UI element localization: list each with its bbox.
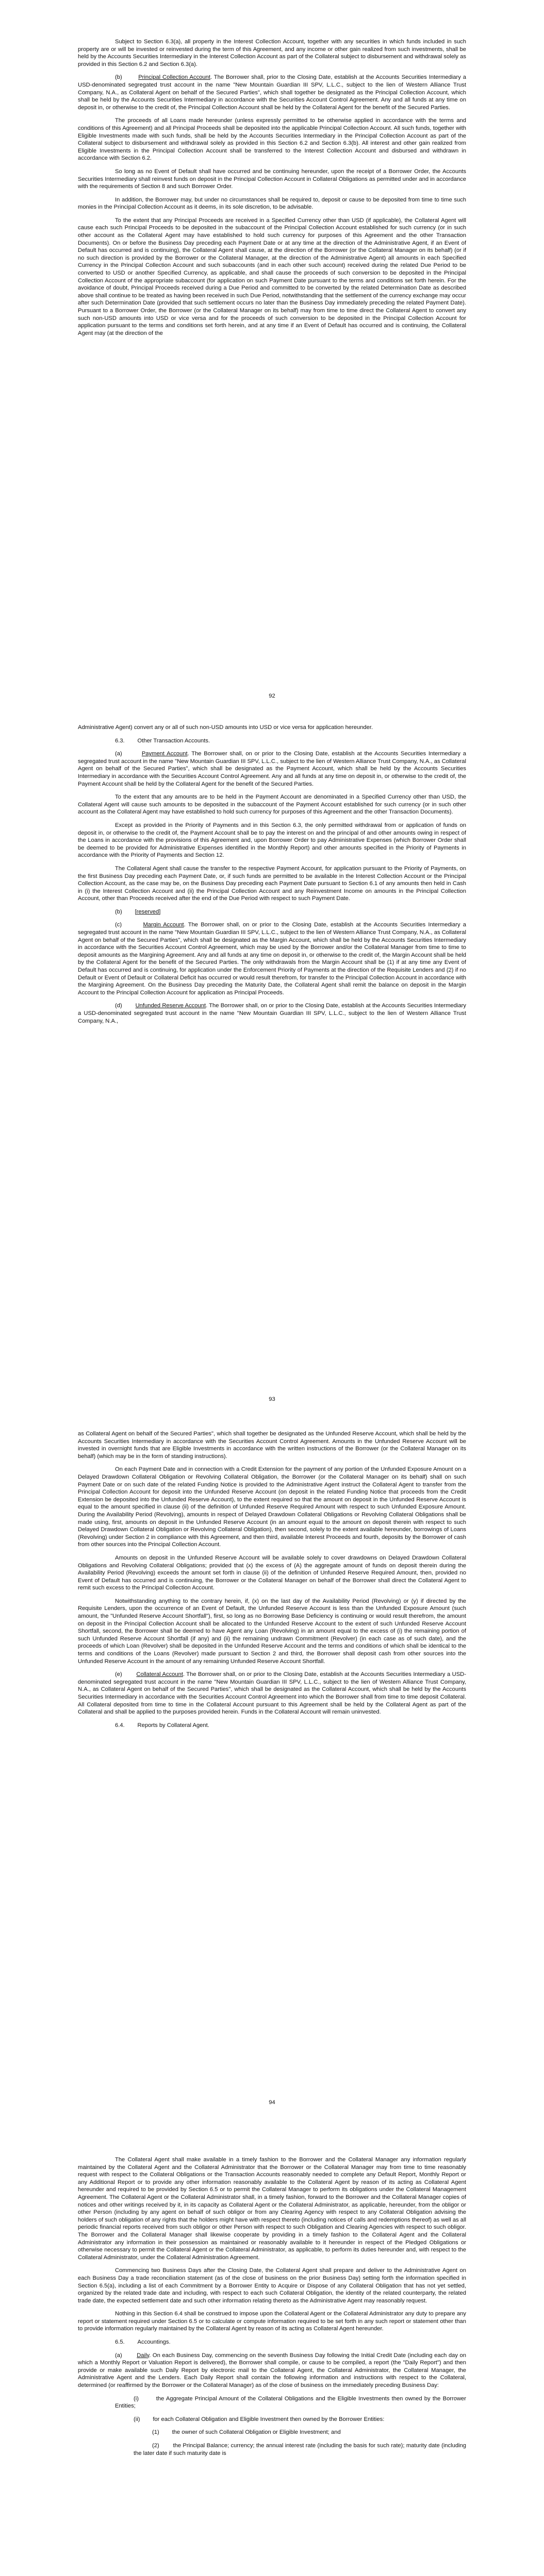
list-item (78, 2416, 466, 2424)
paragraph (78, 1671, 466, 1716)
clause-title: Unfunded Reserve Account (135, 1003, 206, 1009)
paragraph: The Collateral Agent shall cause the transfer to the respective Payment Account, for application pursuant to the Priority of Payments, on the first Business Day preceding each Payment Date, or, if such funds are permitted to be available in the Interest Collection Account or the Principal Collection Account, as the case may be, on the Business Day preceding each Payment Date pursuant to Section 6.1 of any amounts then held in Cash in (i) the Interest Collection Account and (ii) the Principal Collection Account and any Reinvestment Income on amounts in the Principal Collection Account, other than Proceeds received after the end of the Due Period with respect to such Payment Date. (78, 865, 466, 902)
page-92-body (78, 38, 466, 343)
clause-body: . The Borrower shall, on or prior to the Closing Date, establish at the Accounts Securities Intermediary a segregated trust account in the name "New Mountain Guardian III SPV, L.L.C., subject to the lien of Western Alliance Trust Company, N.A., as Collateral Agent on behalf of the Secured Parties", which shall be designated as the Payment Account, which shall be held by the Accounts Securities Intermediary in accordance with the Securities Account Control Agreement. Any and all funds at any time on deposit in, or otherwise to the credit of, the Payment Account shall be held by the Collateral Agent for the benefit of the Secured Parties. (78, 751, 466, 787)
clause-label: (a) (115, 2352, 122, 2359)
paragraph: The proceeds of all Loans made hereunder (unless expressly permitted to be otherwise applied in accordance with the terms and conditions of this Agreement) and all Principal Proceeds shall be deposited into the applicable Principal Collection Account. All such funds, together with Eligible Investments made with such funds, shall be held by the Accounts Securities Intermediary in the Principal Collection Account as part of the Collateral subject to disbursement and withdrawal solely as provided in this Section 6.2 and Section 6.3(b). All interest and other gain realized from Eligible Investments in the Principal Collection Account shall be transferred to the Interest Collection Account and disbursed and withdrawn in accordance with Section 6.2. (78, 117, 466, 162)
page-number: 94 (269, 2099, 275, 2106)
section-title: Accountings. (137, 2339, 171, 2346)
paragraph (78, 74, 466, 111)
clause-label: (c) (115, 922, 122, 928)
document-page-95 (0, 2110, 544, 2576)
section-number: 6.3. (115, 737, 125, 744)
item-label: (i) (134, 2395, 139, 2402)
page-93-body (78, 724, 466, 1030)
paragraph: To the extent that any amounts are to be held in the Payment Account are denominated in a Specified Currency other than USD, the Collateral Agent will cause such amounts to be deposited in the subaccount of the Payment Account established for such currency (or in such other account as the Collateral Agent may have established to hold such currency for purposes of this Agreement and the other Transaction Documents). (78, 794, 466, 816)
clause-title: Principal Collection Account (138, 74, 210, 81)
paragraph: To the extent that any Principal Proceeds are received in a Specified Currency other than USD (if applicable), the Collateral Agent will cause each such Principal Proceeds to be deposited in the subaccount of the Principal Collection Account established for such currency (or in such other account as the Collateral Agent may have established to hold such currency for purposes of this Agreement and the other Transaction Documents). On or before the Business Day preceding each Payment Date or at any time at the direction of the Administrative Agent, if an Event of Default has occurred and is continuing), the Collateral Agent shall cause, at the direction of the Borrower (or the Collateral Manager on its behalf) (or if no such direction is provided by the Borrower or the Collateral Manager, at the direction of the Administrative Agent) all amounts in each Specified Currency in the Principal Collection Account and such subaccounts (and in each other such account) received during the related Due Period to be converted to USD or another Specified Currency, as applicable, and shall cause the proceeds of such conversion to be deposited in the Principal Collection Account of the appropriate subaccount (for application on such Payment Date pursuant to the terms and conditions set forth herein. For the avoidance of doubt, Principal Proceeds received during a Due Period and committed to be converted by the related Determination Date as described above shall continue to be treated as having been received in such Due Period, notwithstanding that the settlement of the currency exchange may occur after such Determination Date (provided that such settlement occurs no later than the Business Day immediately preceding the related Payment Date). Pursuant to a Borrower Order, the Borrower (or the Collateral Manager on its behalf) may from time to time direct the Collateral Agent to convert any such non-USD amounts into USD or vice versa and for the proceeds of such conversion to be deposited in the Principal Collection Account for application pursuant to the terms and conditions set forth herein, and at any time if an Event of Default has occurred and is continuing, the Collateral Agent may (at the direction of the (78, 217, 466, 336)
clause-label: (d) (115, 1003, 122, 1009)
clause-title: Collateral Account (136, 1671, 183, 1678)
clause-title: Margin Account (143, 922, 184, 928)
list-item (78, 2395, 466, 2410)
clause-body: . The Borrower shall, on or prior to the Closing Date, establish at the Accounts Securities Intermediary a segregated trust account in the name "New Mountain Guardian III SPV, L.L.C., subject to the lien of Western Alliance Trust Company, N.A., as Collateral Agent on behalf of the Secured Parties", which shall be designated as the Margin Account, which shall be held by the Accounts Securities Intermediary in accordance with the Securities Account Control Agreement, which may be used by the Borrower and/or the Collateral Manager from time to time to deposit amounts as the Margining Agreement. Any and all funds at any time on deposit in, or otherwise to the credit of, the Margin Account shall be held by the Collateral Agent for the benefit of the Secured Parties. The only withdrawals from the Margin Account shall be (1) if at any time any Event of Default has occurred and is continuing, for application under the Enforcement Priority of Payments at the direction of the Requisite Lenders and (2) if no Default or Event of Default or Collateral Deficit has occurred or would result therefrom, for transfer to the Principal Collection Account in accordance with the Margining Agreement. On the Business Day preceding the Maturity Date, the Collateral Agent shall remit the balance on deposit in the Margin Account to the Principal Collection Account for application as Principal Proceeds. (78, 922, 466, 996)
section-title: Other Transaction Accounts. (137, 737, 210, 744)
paragraph (78, 908, 466, 916)
item-text: the owner of such Collateral Obligation or Eligible Investment; and (172, 2429, 341, 2436)
page-95-body (78, 2156, 466, 2463)
section-heading (78, 1722, 466, 1730)
paragraph: On each Payment Date and in connection with a Credit Extension for the payment of any portion of the Unfunded Exposure Amount on a Delayed Drawdown Collateral Obligation or Revolving Collateral Obligation, the Borrower (or the Collateral Manager on its behalf) shall on such Payment Date or on such date of the related Funding Notice is provided to the Administrative Agent instruct the Collateral Agent to transfer from the Principal Collection Account for deposit into the Unfunded Reserve Account (on deposit in the related Funding Notice that proceeds from the Credit Extension be deposited into the Unfunded Reserve Account), to the extent required so that the amount on deposit in the Unfunded Reserve Account is equal to the amount specified in clause (ii) of the definition of Unfunded Reserve Required Amount with respect to such Unfunded Exposure Amount. During the Availability Period (Revolving), amounts in respect of Delayed Drawdown Collateral Obligations or Revolving Collateral Obligations shall be made using, first, amounts on deposit in the Unfunded Reserve Account (in an amount equal to the amount on deposit therein with respect to such Delayed Drawdown Collateral Obligation or Revolving Collateral Obligation), then second, solely to the extent available hereunder, borrowings of Loans (Revolving) under Section 2 in compliance with this Agreement, and then third, available Interest Proceeds and fourth, deposits by the Borrower of cash from other sources into the Principal Collection Account. (78, 1466, 466, 1548)
paragraph: Notwithstanding anything to the contrary herein, if, (x) on the last day of the Availability Period (Revolving) or (y) if directed by the Requisite Lenders, upon the occurrence of an Event of Default, the Unfunded Reserve Account is less than the Unfunded Exposure Amount (such amount, the "Unfunded Reserve Account Shortfall"), first, so long as no Borrowing Base Deficiency is continuing or would result therefrom, the amount on deposit in the Principal Collection Account shall be allocated to the Unfunded Reserve Account to the extent of such Unfunded Reserve Account Shortfall, second, the Borrower shall be deemed to have Agent any Loan (Revolving) in an amount equal to the excess of (i) the remaining portion of such Unfunded Reserve Account Shortfall (if any) and (ii) the remaining undrawn Commitment (Revolver) (in each case as of such date), and the proceeds of which Loan (Revolver) shall be deposited in the Unfunded Reserve Account and the terms and conditions of which shall be identical to the terms and conditions of the Loans (Revolver) made pursuant to Section 2 and third, the Borrower shall deposit cash from other sources into the Unfunded Reserve Account in the amount of any remaining Unfunded Reserve Account Shortfall. (78, 1598, 466, 1665)
document-page-92 (0, 0, 544, 703)
paragraph (78, 921, 466, 996)
document-page-94 (0, 1406, 544, 2110)
section-number: 6.5. (115, 2339, 125, 2346)
clause-label: (a) (115, 751, 122, 757)
paragraph: Commencing two Business Days after the Closing Date, the Collateral Agent shall prepare and deliver to the Administrative Agent on each Business Day a trade reconciliation statement (as of the close of business on the prior Business Day) setting forth the information specified in Section 6.5(a), including a list of each Commitment by a Borrower Entity to Acquire or Dispose of any Collateral Obligation that has not yet settled, organized by the related trade date and including, with respect to each such Collateral Obligation, the identity of the related counterparty, the related trade date, the expected settlement date and such other information relating thereto as the Administrative Agent may reasonably request. (78, 2267, 466, 2304)
paragraph: Except as provided in the Priority of Payments and in this Section 6.3, the only permitted withdrawal from or application of funds on deposit in, or otherwise to the credit of, the Payment Account shall be to pay the interest on and the principal of and other amounts owing in respect of the Loans in accordance with the provisions of this Agreement and, upon Borrower Order to pay Administrative Expenses (which Borrower Order shall be deemed to be provided for Administrative Expenses identified in the Monthly Report) and other amounts specified in the Priority of Payments in accordance with the Priority of Payments and Section 12. (78, 822, 466, 859)
section-title: Reports by Collateral Agent. (137, 1722, 209, 1728)
clause-label: (b) (115, 74, 122, 81)
item-label: (2) (152, 2443, 159, 2449)
paragraph: The Collateral Agent shall make available in a timely fashion to the Borrower and the Collateral Manager any information regularly maintained by the Collateral Agent and the Collateral Administrator that the Borrower or the Collateral Manager may from time to time reasonably request with respect to the Collateral Obligations or the Transaction Accounts reasonably needed to complete any Default Report, Monthly Report or any Additional Report or to provide any other information reasonably available to the Collateral Agent by reason of its acting as Collateral Agent hereunder and required to be provided by Section 6.5 or to permit the Collateral Manager to perform its obligations under the Collateral Management Agreement. The Collateral Agent or the Collateral Administrator shall, in a timely fashion, forward to the Borrower and the Collateral Manager copies of notices and other writings received by it, in its capacity as Collateral Agent or the Collateral Administrator, as applicable, hereunder, from the obligor or other Person (including by any agent on behalf of such obligor or from any Clearing Agency with respect to any Collateral Obligation advising the holders of such obligation of any rights that the holders might have with respect thereto (including notices of calls and redemptions thereof) as well as all periodic financial reports received from such obligor or other Person with respect to such Obligation and Clearing Agencies with respect to such obligor. The Borrower and the Collateral Manager shall likewise cooperate by providing in a timely fashion to the Collateral Agent and the Collateral Administrator any information in their possession as maintained or reasonably available to it hereunder in respect of the Pledged Obligations or otherwise necessary to permit the Collateral Agent or the Collateral Administrator, as applicable, to perform its duties hereunder and, with respect to the Collateral Administrator, under the Collateral Administration Agreement. (78, 2157, 466, 2261)
item-label: (1) (152, 2429, 159, 2436)
paragraph: In addition, the Borrower may, but under no circumstances shall be required to, deposit or cause to be deposited from time to time such monies in the Principal Collection Account as it deems, in its sole discretion, to be advisable. (78, 196, 466, 211)
paragraph: Amounts on deposit in the Unfunded Reserve Account will be available solely to cover drawdowns on Delayed Drawdown Collateral Obligations and Revolving Collateral Obligations; provided that (x) the excess of (A) the aggregate amount of funds on deposit therein during the Availability Period (Revolving) exceeds the amount set forth in clause (ii) of the definition of Unfunded Reserve Required Amount, then, provided no Event of Default has occurred and is continuing, the Borrower or the Collateral Manager on behalf of the Borrower shall direct the Collateral Agent to remit such excess to the Principal Collection Account. (78, 1554, 466, 1591)
clause-body: . The Borrower shall, prior to the Closing Date, establish at the Accounts Securities Intermediary a USD-denominated segregated trust account in the name "New Mountain Guardian III SPV, L.L.C., subject to the lien of Western Alliance Trust Company, N.A., as Collateral Agent on behalf of the Secured Parties", which shall together be designated as the Principal Collection Account, which shall be held by the Accounts Securities Intermediary in accordance with the Securities Account Control Agreement. Any and all funds at any time on deposit in, or otherwise to the credit of, the Principal Collection Account shall be held by the Collateral Agent for the benefit of the Secured Parties. (78, 74, 466, 111)
page-number: 92 (269, 693, 275, 699)
section-number: 6.4. (115, 1722, 125, 1728)
list-item (78, 2442, 466, 2457)
document-page-93 (0, 703, 544, 1406)
clause-title: [reserved] (135, 908, 161, 915)
clause-body: . The Borrower shall, on or prior to the Closing Date, establish at the Accounts Securities Intermediary a USD-denominated segregated trust account in the name "New Mountain Guardian III SPV, L.L.C., subject to the lien of Western Alliance Trust Company, N.A., as Collateral Agent on behalf of the Secured Parties", which shall be designated as the Collateral Account, which shall be held by the Accounts Securities Intermediary in accordance with the Securities Account Control Agreement into which the Borrower shall from time to time deposit Collateral. All Collateral deposited from time to time in the Collateral Account pursuant to this Agreement shall be held by the Collateral Agent as part of the Collateral and shall be applied to the purposes provided herein. Funds in the Collateral Account will remain uninvested. (78, 1671, 466, 1716)
paragraph (78, 2352, 466, 2389)
paragraph: as Collateral Agent on behalf of the Secured Parties", which shall together be designated as the Unfunded Reserve Account, which shall be held by the Accounts Securities Intermediary in accordance with the Securities Account Control Agreement. Amounts in the Unfunded Reserve Account will be invested in overnight funds that are Eligible Investments in accordance with the written instructions of the Borrower (or the Collateral Manager on its behalf) (which may be in the form of standing instructions). (78, 1431, 466, 1460)
clause-label: (b) (115, 908, 122, 915)
clause-label: (e) (115, 1671, 122, 1678)
clause-title: Payment Account (141, 751, 188, 757)
clause-title: Daily (137, 2352, 150, 2359)
page-number: 93 (269, 1396, 275, 1402)
item-text: the Principal Balance; currency; the annual interest rate (including the basis for such rate); maturity date (including the later date if such maturity date is (134, 2443, 466, 2456)
clause-body: . On each Business Day, commencing on the seventh Business Day following the Initial Credit Date (including each day on which a Monthly Report or Valuation Report is delivered), the Borrower shall compile, or cause to be compiled, a report (the "Daily Report") and then provide or make available such Daily Report by electronic mail to the Collateral Agent, the Collateral Administrator, the Collateral Manager, the Administrative Agent and the Lenders. Each Daily Report shall contain the following information and instructions with respect to the Collateral, determined (or reaffirmed by the Borrower or the Collateral Manager) as of the close of business on the immediately preceding Business Day: (78, 2352, 466, 2389)
list-item (78, 2429, 466, 2436)
paragraph: Subject to Section 6.3(a), all property in the Interest Collection Account, together with any securities in which funds included in such property are or will be invested or reinvested during the term of this Agreement, and any income or other gain realized from such investments, shall be held by the Accounts Securities Intermediary in the Interest Collection Account as part of the Collateral subject to disbursement and withdrawal solely as provided in this Section 6.2 and Section 6.3(a). (78, 39, 466, 67)
paragraph: Nothing in this Section 6.4 shall be construed to impose upon the Collateral Agent or the Collateral Administrator any duty to prepare any report or statement required under Section 6.5 or to calculate or compute information required to be set forth in any such report or statement other than to provide information regularly maintained by the Collateral Agent by reason of its acting as Collateral Agent hereunder. (78, 2311, 466, 2332)
item-label: (ii) (134, 2416, 140, 2422)
paragraph: So long as no Event of Default shall have occurred and be continuing hereunder, upon the receipt of a Borrower Order, the Accounts Securities Intermediary shall reinvest funds on deposit in the Principal Collection Account in Collateral Obligations as permitted under and in accordance with the requirements of Section 8 and such Borrower Order. (78, 168, 466, 190)
item-text: the Aggregate Principal Amount of the Collateral Obligations and the Eligible Investments then owned by the Borrower Entities; (115, 2395, 466, 2410)
paragraph: Administrative Agent) convert any or all of such non-USD amounts into USD or vice versa for application hereunder. (78, 724, 373, 731)
paragraph (78, 750, 466, 788)
clause-body: . The Borrower shall, on or prior to the Closing Date, establish at the Accounts Securities Intermediary a USD-denominated segregated trust account in the name "New Mountain Guardian III SPV, L.L.C., subject to the lien of Western Alliance Trust Company, N.A., (78, 1003, 466, 1024)
section-heading (78, 737, 466, 745)
paragraph (78, 1002, 466, 1025)
page-94-body (78, 1430, 466, 1735)
item-text: for each Collateral Obligation and Eligible Investment then owned by the Borrower Entities: (153, 2416, 385, 2422)
section-heading (78, 2338, 466, 2346)
